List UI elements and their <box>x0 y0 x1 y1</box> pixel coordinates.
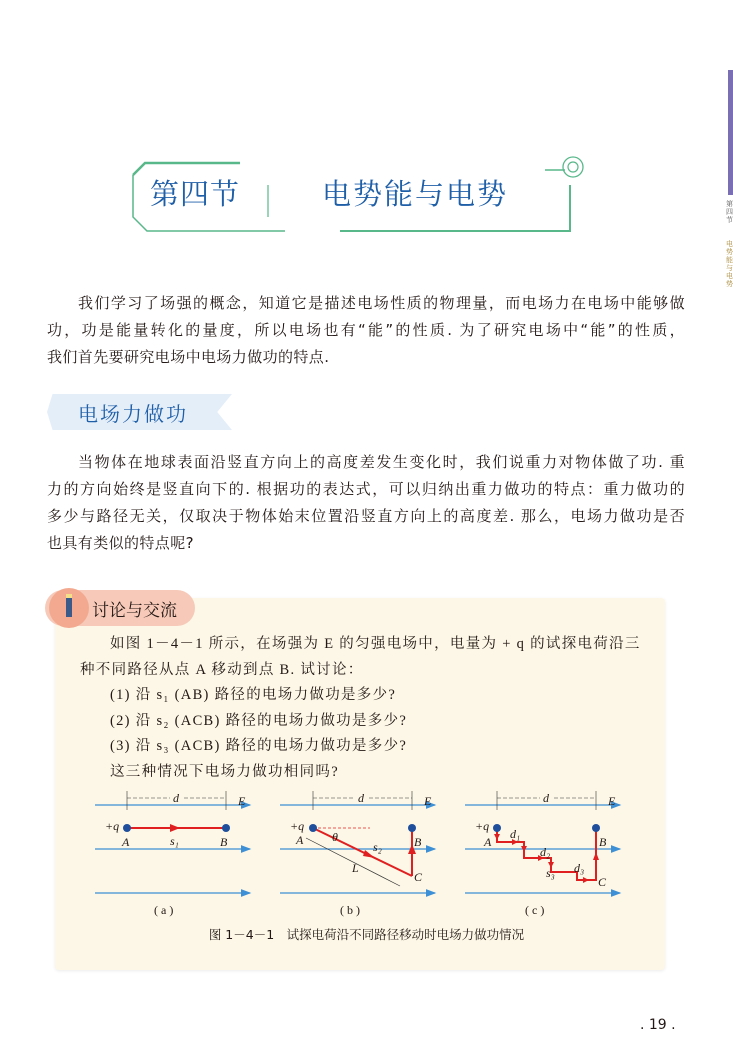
discussion-text <box>80 632 650 785</box>
svg-text:d₂: d₂ <box>540 845 551 859</box>
figure-panel-b <box>290 791 432 917</box>
section-title: 电势能与电势 <box>322 177 509 211</box>
discussion-title: 讨论与交流 <box>92 601 177 621</box>
svg-text:A: A <box>484 835 492 849</box>
svg-text:s₁: s₁ <box>170 834 179 848</box>
svg-text:d₃: d₃ <box>574 861 585 875</box>
text-line: 如图 1－4－1 所示，在场强为 E 的匀强电场中，电量为 + q 的试探电荷沿三 <box>110 636 641 652</box>
intro-paragraph <box>47 290 685 371</box>
svg-text:d₁: d₁ <box>510 827 521 841</box>
side-tab-number: 第四节 <box>726 200 733 224</box>
svg-text:θ: θ <box>332 830 338 844</box>
figure-caption: 图 1－4－1 试探电荷沿不同路径移动时电场力做功情况 <box>208 927 525 942</box>
svg-text:d: d <box>173 791 179 805</box>
text-line: 种不同路径从点 A 移动到点 B. 试讨论： <box>80 661 364 678</box>
text-line: 当物体在地球表面沿竖直方向上的高度差发生变化时，我们说重力对物体做了功. 重 <box>78 453 685 471</box>
panel-a-label: ( a ) <box>154 903 174 917</box>
svg-text:B: B <box>414 835 422 849</box>
svg-text:E: E <box>238 794 246 808</box>
side-tab-title: 电势能与电势 <box>726 240 733 288</box>
svg-text:s₃: s₃ <box>546 866 555 880</box>
svg-text:B: B <box>220 835 228 849</box>
svg-text:+q: +q <box>290 819 305 833</box>
svg-text:d: d <box>543 791 549 805</box>
figure-panel-a <box>105 791 246 917</box>
svg-text:E: E <box>608 794 616 808</box>
text-line: 也具有类似的特点呢? <box>47 534 194 552</box>
text-line: 我们首先要研究电场中电场力做功的特点. <box>47 348 330 366</box>
svg-text:+q: +q <box>105 819 120 833</box>
svg-text:+q: +q <box>475 819 490 833</box>
charge-a <box>123 824 131 832</box>
question-1: (1) 沿 s₁ (AB) 路径的电场力做功是多少? <box>110 687 397 703</box>
section-number: 第四节 <box>150 177 241 211</box>
question-2: (2) 沿 s₂ (ACB) 路径的电场力做功是多少? <box>110 712 408 729</box>
svg-text:s₂: s₂ <box>373 840 382 854</box>
figure-panel-c <box>475 791 616 917</box>
svg-text:d: d <box>358 791 364 805</box>
question-3: (3) 沿 s₃ (ACB) 路径的电场力做功是多少? <box>110 738 408 754</box>
svg-text:B: B <box>599 835 607 849</box>
question-4: 这三种情况下电场力做功相同吗? <box>110 763 339 780</box>
page-number: . 19 . <box>640 1017 676 1033</box>
section-paragraph <box>47 449 685 557</box>
side-tab-bar <box>728 70 733 195</box>
svg-text:C: C <box>414 870 423 884</box>
panel-b-label: ( b ) <box>340 903 360 917</box>
panel-c-label: ( c ) <box>525 903 545 917</box>
svg-text:E: E <box>424 794 432 808</box>
svg-text:C: C <box>598 875 607 889</box>
text-line: 功，功是能量转化的量度，所以电场也有“能”的性质. 为了研究电场中“能”的性质， <box>47 321 685 339</box>
svg-text:L: L <box>352 861 359 875</box>
subsection-heading: 电场力做功 <box>78 402 188 426</box>
text-line: 我们学习了场强的概念，知道它是描述电场性质的物理量，而电场力在电场中能够做 <box>78 294 685 312</box>
svg-text:A: A <box>122 835 130 849</box>
text-line: 多少与路径无关，仅取决于物体始末位置沿竖直方向上的高度差. 那么，电场力做功是否 <box>47 507 685 525</box>
text-line: 力的方向始终是竖直向下的. 根据功的表达式，可以归纳出重力做功的特点：重力做功的 <box>47 480 685 498</box>
figure-1-4-1 <box>0 780 733 925</box>
pencil-icon <box>49 588 89 628</box>
svg-text:A: A <box>296 833 304 847</box>
gear-icon <box>563 157 583 177</box>
